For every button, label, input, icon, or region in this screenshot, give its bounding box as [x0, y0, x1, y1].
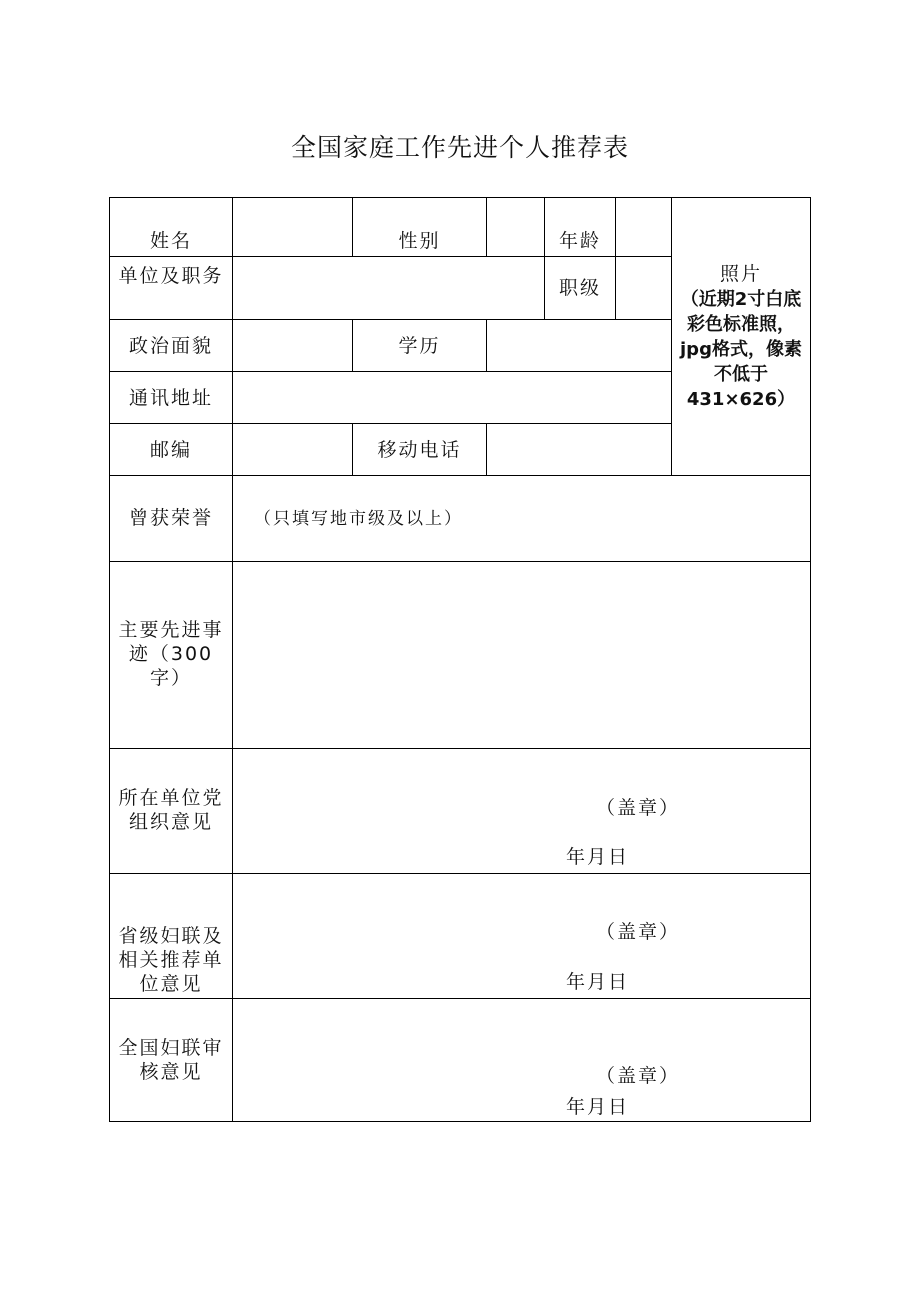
political-status-label: 政治面貌 — [128, 335, 213, 357]
photo-label: 照片 — [719, 263, 762, 285]
provincial-opinion-label: 省级妇联及相关推荐单位意见 — [118, 925, 224, 995]
honors-label: 曾获荣誉 — [128, 507, 213, 529]
row-divider — [109, 998, 811, 999]
photo-placeholder[interactable] — [672, 262, 810, 412]
row-divider — [109, 748, 811, 749]
provincial-opinion-date: 年月日 — [566, 971, 630, 993]
unit-position-label: 单位及职务 — [118, 265, 224, 287]
age-label: 年龄 — [558, 230, 601, 252]
rank-label: 职级 — [558, 277, 601, 299]
column-divider — [486, 423, 487, 476]
column-divider — [615, 197, 616, 320]
column-divider — [486, 197, 487, 257]
deeds-label: 主要先进事迹（300字） — [118, 619, 224, 689]
party-opinion-seal: （盖章） — [596, 797, 681, 819]
table-border-bottom — [109, 1121, 811, 1122]
gender-label: 性别 — [398, 230, 441, 252]
row-divider — [109, 873, 811, 874]
table-border-right — [810, 197, 811, 1122]
address-label: 通讯地址 — [128, 387, 213, 409]
national-opinion-label: 全国妇联审核意见 — [118, 1037, 224, 1083]
row-divider — [109, 561, 811, 562]
provincial-opinion-seal: （盖章） — [596, 921, 681, 943]
party-opinion-label: 所在单位党组织意见 — [118, 787, 224, 833]
national-opinion-seal: （盖章） — [596, 1065, 681, 1087]
row-divider — [109, 256, 672, 257]
row-divider — [109, 475, 811, 476]
table-border-top — [109, 197, 811, 198]
column-divider — [232, 197, 233, 1122]
national-opinion-date: 年月日 — [566, 1096, 630, 1118]
row-divider — [109, 423, 672, 424]
name-label: 姓名 — [149, 230, 192, 252]
column-divider — [486, 319, 487, 372]
party-opinion-date: 年月日 — [566, 846, 630, 868]
mobile-label: 移动电话 — [377, 439, 462, 461]
column-divider — [544, 197, 545, 320]
postcode-label: 邮编 — [149, 439, 192, 461]
page-title: 全国家庭工作先进个人推荐表 — [290, 133, 629, 162]
photo-requirements: （近期2寸白底彩色标准照，jpg格式，像素不低于431×626） — [680, 289, 802, 410]
honors-hint[interactable]: （只填写地市级及以上） — [254, 509, 463, 529]
row-divider — [109, 319, 672, 320]
row-divider — [109, 371, 672, 372]
education-label: 学历 — [398, 335, 441, 357]
